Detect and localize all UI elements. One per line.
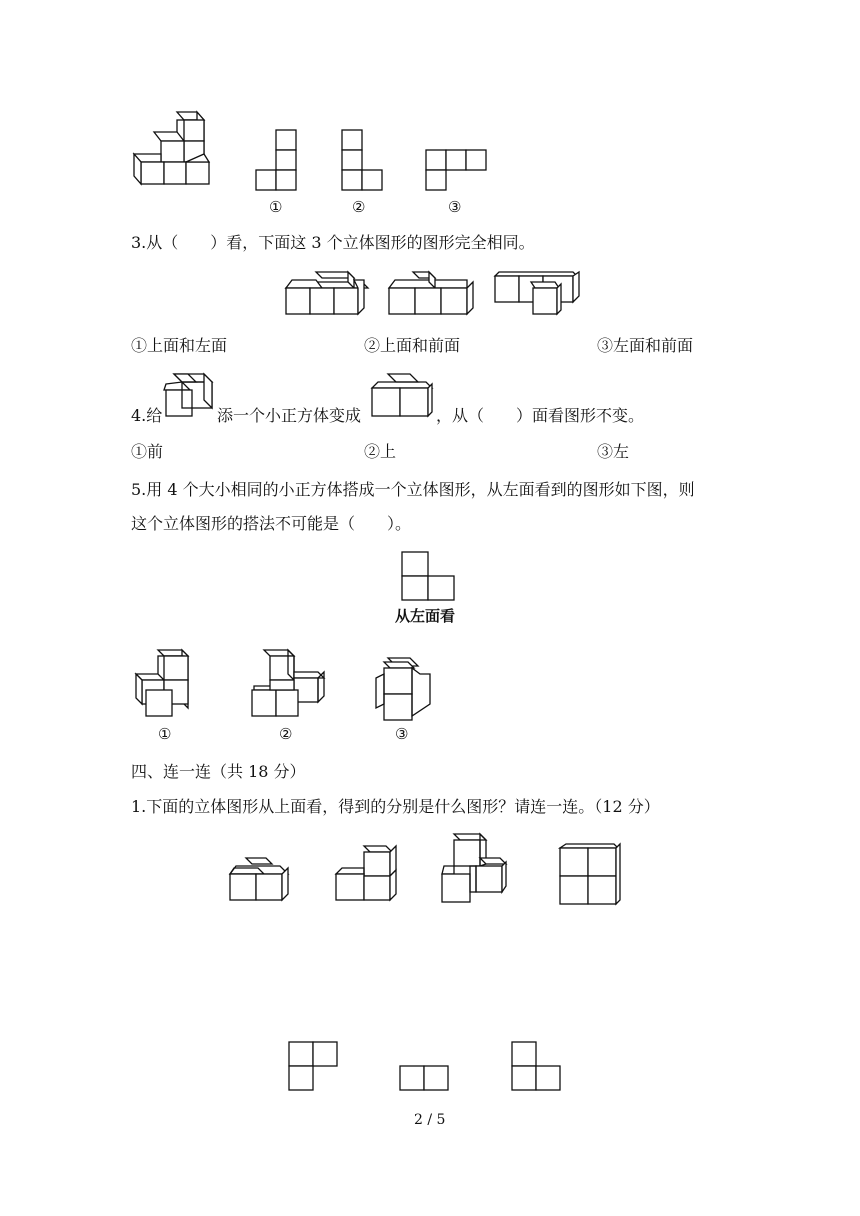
section4-heading: 四、连一连（共 18 分） <box>131 762 306 781</box>
q4-prefix: 4.给 <box>131 406 163 425</box>
q5-left-view-figure <box>400 550 456 602</box>
connect-solid-1 <box>228 856 292 908</box>
section4-q1: 1.下面的立体图形从上面看，得到的分别是什么图形？请连一连。（12 分） <box>131 797 660 816</box>
q5-line-1: 5.用 4 个大小相同的小正方体搭成一个立体图形，从左面看到的图形如下图，则 <box>131 480 695 499</box>
q3-option-2: ②上面和前面 <box>364 336 461 355</box>
q3-stem: 3.从（ ）看，下面这 3 个立体图形的图形完全相同。 <box>131 233 535 252</box>
view-label-1: ① <box>269 198 283 216</box>
view-3-figure <box>424 148 490 192</box>
topview-2-figure <box>398 1064 454 1094</box>
connect-solid-2 <box>334 844 400 908</box>
connect-solid-4 <box>556 842 622 908</box>
q3-solid-b <box>387 270 475 320</box>
q3-solid-c <box>493 270 581 320</box>
q3-solid-a <box>284 270 372 320</box>
q4-middle: 添一个小正方体变成 <box>217 406 362 425</box>
q5-label-3: ③ <box>395 725 409 743</box>
top-solid-figure <box>130 110 220 195</box>
q5-line-2: 这个立体图形的搭法不可能是（ ）。 <box>131 514 412 533</box>
topview-3-figure <box>510 1040 566 1094</box>
q4-suffix: ，从（ ）面看图形不变。 <box>436 406 645 425</box>
view-2-figure <box>340 128 384 192</box>
q5-label-1: ① <box>158 725 172 743</box>
view-1-figure <box>256 128 300 192</box>
q5-solid-3 <box>370 656 434 722</box>
q4-option-2: ②上 <box>364 442 397 461</box>
q5-solid-1 <box>128 648 196 720</box>
view-label-3: ③ <box>448 198 462 216</box>
q4-option-1: ①前 <box>131 442 164 461</box>
q5-solid-2 <box>250 648 328 720</box>
q4-solid-before <box>160 370 218 422</box>
page-number: 2 / 5 <box>414 1112 446 1128</box>
topview-1-figure <box>287 1040 341 1094</box>
q4-solid-after <box>370 372 436 424</box>
q5-label-2: ② <box>279 725 293 743</box>
q5-view-caption: 从左面看 <box>395 607 456 625</box>
q3-option-1: ①上面和左面 <box>131 336 228 355</box>
q3-option-3: ③左面和前面 <box>597 336 694 355</box>
view-label-2: ② <box>352 198 366 216</box>
q4-option-3: ③左 <box>597 442 630 461</box>
connect-solid-3 <box>440 832 510 908</box>
